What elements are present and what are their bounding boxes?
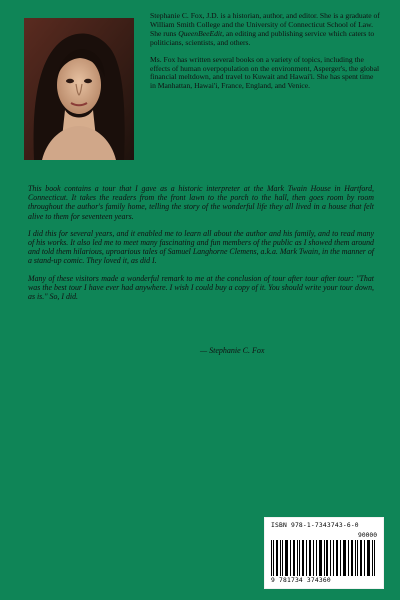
isbn-barcode <box>264 517 384 589</box>
price-code: 90000 <box>358 532 377 539</box>
bio-paragraph-1-part-a: Stephanie C. Fox, J.D. is a historian, author, and editor. She is a graduate of William Smith College and the University of Connecticut School of Law. She runs <box>150 11 380 38</box>
service-name: QueenBeeEdit <box>178 28 223 38</box>
barcode-digits: 9 781734 374360 <box>271 577 331 584</box>
author-signature: — Stephanie C. Fox <box>200 346 265 355</box>
description-paragraph-1: This book contains a tour that I gave as a historic interpreter at the Mark Twain House in Hartford, Connecticut. It takes the readers from the front lawn to the porch to the hall, then goes room by room throughout the author's family home, telling the story of the wonderful life they all lived in a house that felt alive to them for seventeen years. <box>28 184 374 221</box>
author-photo <box>24 18 134 160</box>
book-description <box>28 184 374 309</box>
bio-paragraph-1-part-b: , an editing and publishing service which caters to politicians, scientists, and others. <box>150 28 375 47</box>
author-bio <box>150 12 380 99</box>
barcode-bars <box>271 540 377 576</box>
description-paragraph-3: Many of these visitors made a wonderful remark to me at the conclusion of tour after tour after tour: "That was the best tour I have ever had anywhere. I wish I could buy a copy of it. You should write your tour down, as is." So, I did. <box>28 273 374 302</box>
bio-paragraph-2: Ms. Fox has written several books on a variety of topics, including the effects of human overpopulation on the environment, Asperger's, the global financial meltdown, and travel to Kuwait and Hawai'i. She has spent time in Manhattan, Hawai'i, France, England, and Venice. <box>150 54 380 91</box>
isbn-text: ISBN 978-1-7343743-6-0 <box>271 522 359 529</box>
bio-paragraph-1 <box>150 12 380 48</box>
description-paragraph-2: I did this for several years, and it enabled me to learn all about the author and his family, and to read many of his works. It also led me to meet many fascinating and fun members of the public as I showed them around and told them hilarious, uproarious tales of Samuel Langhorne Clemens, a.k.a. Mark Twain, in the manner of a stand-up comic. They loved it, as did I. <box>28 228 374 266</box>
